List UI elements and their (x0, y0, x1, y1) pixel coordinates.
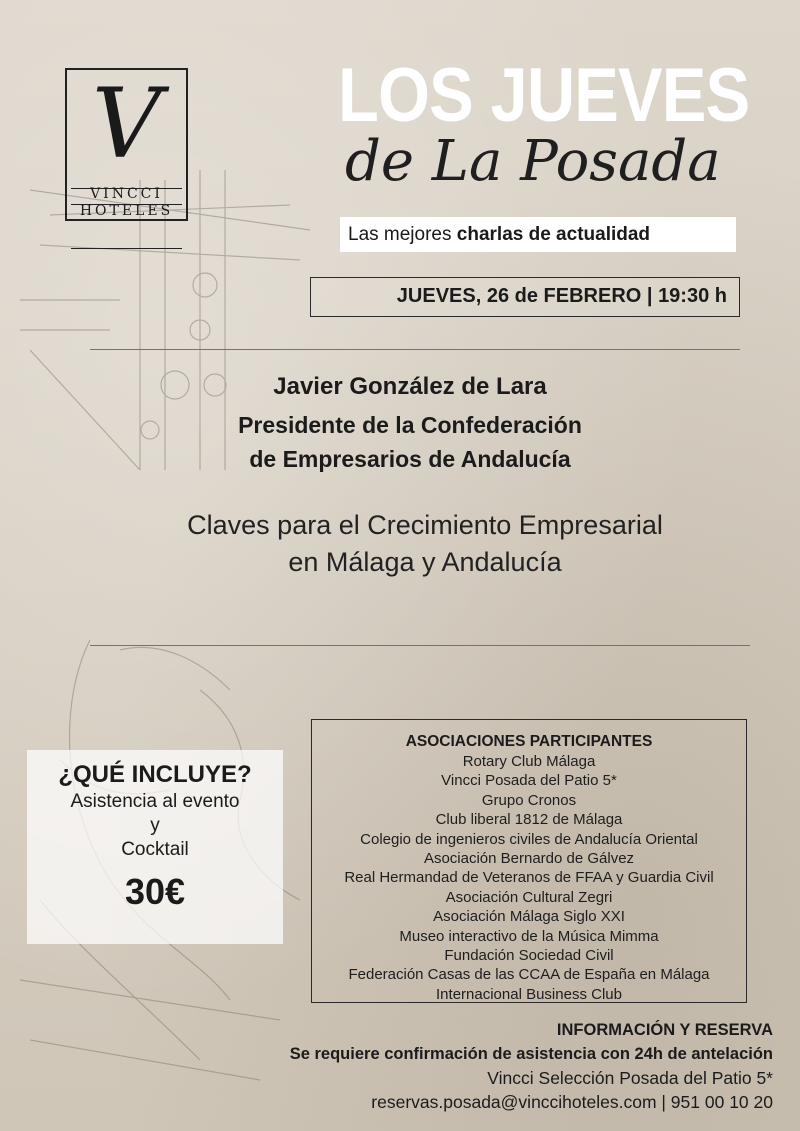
speaker-name: Javier González de Lara (273, 373, 547, 400)
association-item: Vincci Posada del Patio 5* (441, 772, 617, 790)
includes-box (27, 750, 283, 944)
association-item: Club liberal 1812 de Málaga (435, 811, 623, 829)
association-item: Asociación Bernardo de Gálvez (423, 850, 635, 868)
info-heading: INFORMACIÓN Y RESERVA (556, 1021, 773, 1039)
date-separator: | (646, 285, 653, 307)
includes-heading: ¿QUÉ INCLUYE? (58, 761, 252, 788)
association-item: Federación Casas de las CCAA de España en Málaga (348, 966, 710, 984)
talk-title-line2: en Málaga y Andalucía (288, 547, 562, 577)
logo-word-hoteles: HOTELES (79, 203, 174, 219)
event-date-box (310, 277, 740, 317)
tagline-prefix: Las mejores (348, 224, 452, 245)
logo-letter: V (91, 68, 162, 180)
info-notice: Se requiere confirmación de asistencia con 24h de antelación (289, 1045, 773, 1063)
association-item: Asociación Málaga Siglo XXI (433, 908, 625, 926)
info-hotel: Vincci Selección Posada del Patio 5* (487, 1068, 773, 1088)
associations-heading: ASOCIACIONES PARTICIPANTES (405, 733, 653, 750)
association-item: Museo interactivo de la Música Mimma (399, 927, 659, 945)
divider-bottom (90, 645, 750, 646)
speaker-role-line2: de Empresarios de Andalucía (249, 446, 571, 472)
tagline (340, 217, 736, 252)
logo-divider (71, 248, 182, 249)
vincci-logo (65, 68, 188, 221)
associations-box (311, 719, 747, 1003)
association-item: Real Hermandad de Veteranos de FFAA y Guardia Civil (344, 869, 714, 887)
event-title: LOS JUEVES (338, 53, 750, 138)
association-item: Fundación Sociedad Civil (444, 947, 614, 965)
includes-line1: Asistencia al evento (70, 791, 240, 812)
logo-word-vincci: VINCCI (90, 186, 163, 202)
association-item: Asociación Cultural Zegri (445, 888, 613, 906)
event-time: 19:30 h (658, 285, 727, 307)
includes-line2: y (150, 815, 160, 836)
event-date: JUEVES, 26 de FEBRERO (396, 285, 642, 307)
divider-top (90, 349, 740, 350)
speaker-role-line1: Presidente de la Confederación (238, 412, 582, 438)
association-item: Colegio de ingenieros civiles de Andalucía Oriental (360, 830, 698, 848)
info-contact[interactable]: reservas.posada@vinccihoteles.com | 951 00 10 20 (371, 1092, 773, 1112)
talk-title-line1: Claves para el Crecimiento Empresarial (187, 510, 663, 540)
association-item: Internacional Business Club (436, 985, 622, 1003)
association-item: Rotary Club Málaga (462, 753, 596, 770)
event-title-script: de La Posada (345, 129, 721, 194)
includes-line3: Cocktail (121, 839, 189, 860)
association-item: Grupo Cronos (481, 791, 577, 809)
price: 30€ (124, 871, 186, 912)
tagline-bold: charlas de actualidad (456, 224, 651, 245)
